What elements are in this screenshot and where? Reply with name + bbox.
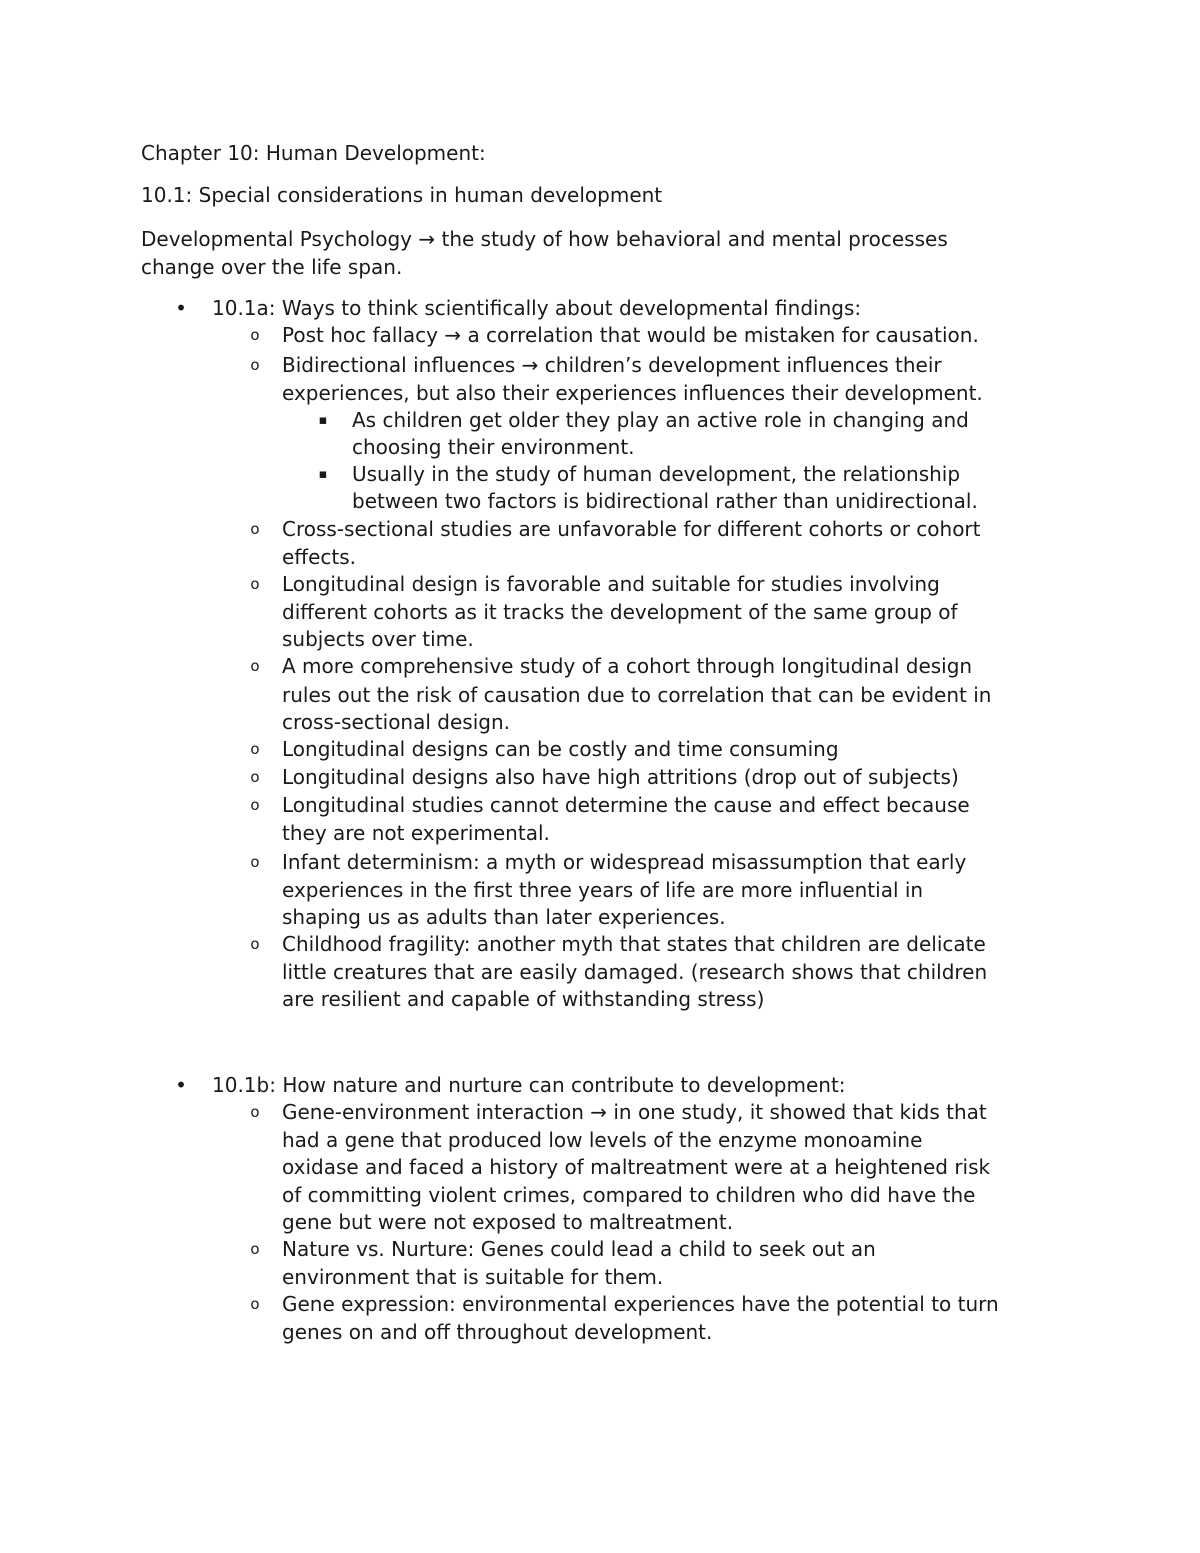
list-item-line: of committing violent crimes, compared to children who did have the <box>282 1183 976 1207</box>
list-item-line: Bidirectional influences → children’s development influences their <box>282 353 942 377</box>
bullet-marker: • <box>175 296 187 320</box>
list-item-line: choosing their environment. <box>352 435 635 459</box>
list-item-line: Post hoc fallacy → a correlation that would be mistaken for causation. <box>282 323 979 347</box>
list-item-line: experiences in the first three years of life are more influential in <box>282 878 924 902</box>
sub-bullet-marker: o <box>250 935 260 953</box>
list-item-line: oxidase and faced a history of maltreatment were at a heightened risk <box>282 1155 991 1179</box>
sub-bullet-marker: o <box>250 796 260 814</box>
list-item-line: subjects over time. <box>282 627 474 651</box>
list-item-line: shaping us as adults than later experiences. <box>282 905 726 929</box>
sub-bullet-marker: o <box>250 1295 260 1313</box>
list-item-line: Cross-sectional studies are unfavorable for different cohorts or cohort <box>282 517 981 541</box>
list-item-line: environment that is suitable for them. <box>282 1265 664 1289</box>
sub-bullet-marker: o <box>250 768 260 786</box>
sub-bullet-marker: o <box>250 520 260 538</box>
list-item-line: Longitudinal designs can be costly and time consuming <box>282 737 839 761</box>
list-item-line: Gene-environment interaction → in one study, it showed that kids that <box>282 1100 987 1124</box>
sub-bullet-marker: o <box>250 1103 260 1121</box>
list-item-line: are resilient and capable of withstanding stress) <box>282 987 765 1011</box>
list-item-line: rules out the risk of causation due to correlation that can be evident in <box>282 683 992 707</box>
list-item-line: experiences, but also their experiences influences their development. <box>282 381 983 405</box>
sub-bullet-marker: o <box>250 657 260 675</box>
list-item-line: Longitudinal designs also have high attritions (drop out of subjects) <box>282 765 959 789</box>
list-item-line: cross-sectional design. <box>282 710 510 734</box>
section-heading: 10.1: Special considerations in human development <box>141 183 663 207</box>
list-item-line: Usually in the study of human development, the relationship <box>352 462 961 486</box>
list-item-line: had a gene that produced low levels of the enzyme monoamine <box>282 1128 923 1152</box>
sub-bullet-marker: o <box>250 1240 260 1258</box>
list-item-line: they are not experimental. <box>282 821 550 845</box>
sub-bullet-marker: o <box>250 326 260 344</box>
bullet-heading-b: 10.1b: How nature and nurture can contribute to development: <box>212 1073 846 1097</box>
list-item-line: genes on and off throughout development. <box>282 1320 713 1344</box>
list-item-line: Nature vs. Nurture: Genes could lead a child to seek out an <box>282 1237 876 1261</box>
list-item-line: different cohorts as it tracks the development of the same group of <box>282 600 958 624</box>
list-item-line: Longitudinal studies cannot determine the cause and effect because <box>282 793 970 817</box>
list-item-line: between two factors is bidirectional rather than unidirectional. <box>352 489 978 513</box>
list-item-line: A more comprehensive study of a cohort through longitudinal design <box>282 654 973 678</box>
list-item-line: gene but were not exposed to maltreatment. <box>282 1210 734 1234</box>
list-item-line: Childhood fragility: another myth that states that children are delicate <box>282 932 986 956</box>
chapter-title: Chapter 10: Human Development: <box>141 141 486 165</box>
sub-bullet-marker: o <box>250 740 260 758</box>
sub-bullet-marker: o <box>250 853 260 871</box>
list-item-line: Infant determinism: a myth or widespread misassumption that early <box>282 850 967 874</box>
bullet-marker: • <box>175 1073 187 1097</box>
list-item-line: As children get older they play an active role in changing and <box>352 408 969 432</box>
sub-bullet-marker: o <box>250 575 260 593</box>
list-item-line: Longitudinal design is favorable and suitable for studies involving <box>282 572 940 596</box>
bullet-heading-a: 10.1a: Ways to think scientifically about developmental findings: <box>212 296 862 320</box>
sub-bullet-marker: o <box>250 356 260 374</box>
intro-line: Developmental Psychology → the study of how behavioral and mental processes <box>141 227 948 251</box>
intro-line: change over the life span. <box>141 255 403 279</box>
square-bullet-marker: ▪ <box>318 467 328 482</box>
list-item-line: little creatures that are easily damaged. (research shows that children <box>282 960 988 984</box>
square-bullet-marker: ▪ <box>318 413 328 428</box>
list-item-line: Gene expression: environmental experiences have the potential to turn <box>282 1292 999 1316</box>
list-item-line: effects. <box>282 545 357 569</box>
